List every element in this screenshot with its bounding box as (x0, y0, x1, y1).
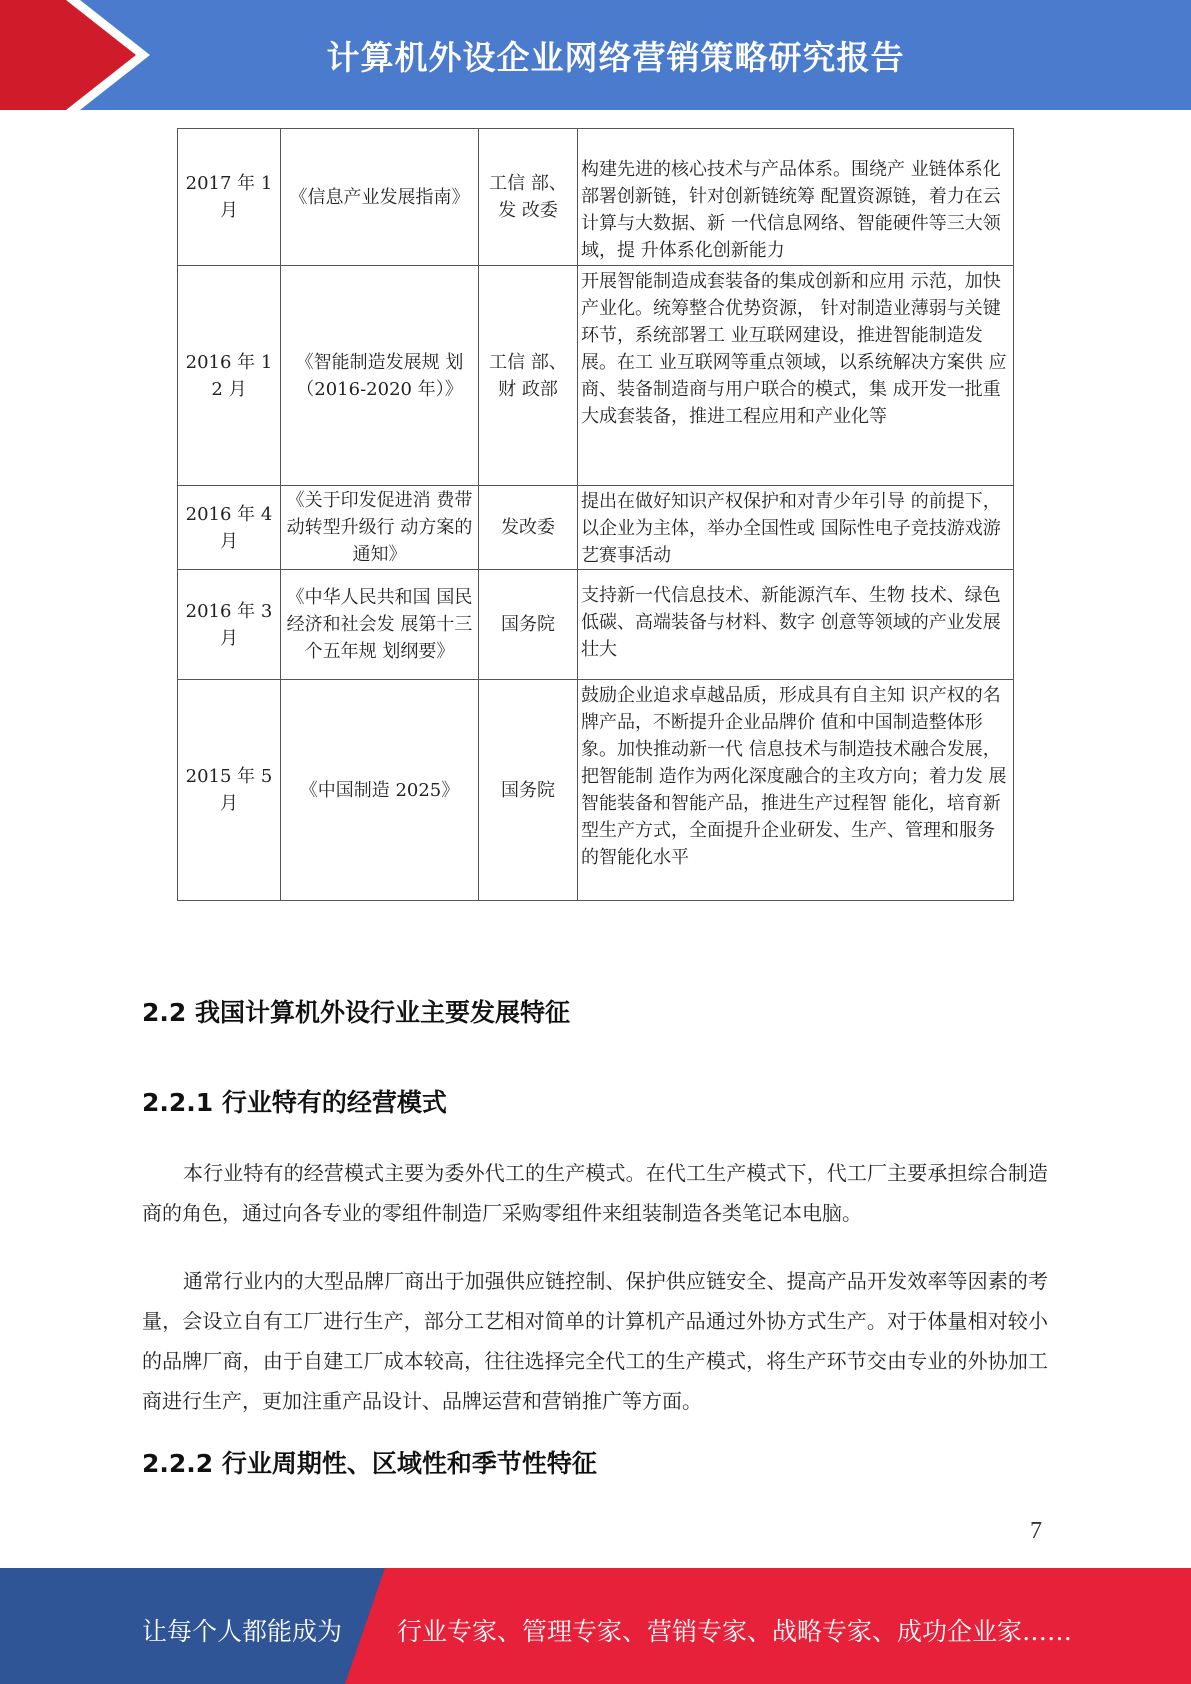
cell-date: 2016 年 4 月 (178, 486, 281, 570)
cell-policy-name: 《关于印发促进消 费带动转型升级行 动方案的通知》 (281, 486, 479, 570)
section-heading-2-2-1: 2.2.1 行业特有的经营模式 (142, 1088, 447, 1117)
cell-policy-name: 《智能制造发展规 划（2016-2020 年）》 (281, 266, 479, 486)
footer-slogan-right: 行业专家、管理专家、营销专家、战略专家、成功企业家…… (397, 1617, 1073, 1646)
paragraph-brand-manufacturers: 通常行业内的大型品牌厂商出于加强供应链控制、保护供应链安全、提高产品开发效率等因素的考量，会设立自有工厂进行生产，部分工艺相对简单的计算机产品通过外协方式生产。对于体量相对较小的品牌厂商，由于自建工厂成本较高，往往选择完全代工的生产模式，将生产环节交由专业的外协加工商进行生产，更加注重产品设计、品牌运营和营销推广等方面。 (142, 1269, 1048, 1413)
table-row (178, 486, 1014, 570)
cell-content: 构建先进的核心技术与产品体系。围绕产 业链体系化部署创新链，针对创新链统筹 配置资源链，着力在云计算与大数据、新 一代信息网络、智能硬件等三大领域，提 升体系化创新能力 (578, 129, 1014, 266)
cell-department: 工信 部、财 政部 (479, 266, 578, 486)
cell-policy-name: 《中华人民共和国 国民经济和社会发 展第十三个五年规 划纲要》 (281, 570, 479, 680)
paragraph-business-model: 本行业特有的经营模式主要为委外代工的生产模式。在代工生产模式下，代工厂主要承担综合制造商的角色，通过向各专业的零组件制造厂采购零组件来组装制造各类笔记本电脑。 (142, 1161, 1048, 1225)
table-row (178, 680, 1014, 901)
table-row (178, 570, 1014, 680)
cell-content: 提出在做好知识产权保护和对青少年引导 的前提下，以企业为主体，举办全国性或 国际性电子竞技游戏游艺赛事活动 (578, 486, 1014, 570)
cell-department: 发改委 (479, 486, 578, 570)
cell-content: 鼓励企业追求卓越品质，形成具有自主知 识产权的名牌产品，不断提升企业品牌价 值和中国制造整体形象。加快推动新一代 信息技术与制造技术融合发展，把智能制 造作为两化深度融合的主攻方向；着力发 展智能装备和智能产品，推进生产过程智 能化，培育新型生产方式，全面提升企业研发、生产、管理和服务的智能化水平 (578, 680, 1014, 901)
footer-slogan-left: 让每个人都能成为 (142, 1617, 343, 1646)
cell-policy-name: 《信息产业发展指南》 (281, 129, 479, 266)
policy-table (177, 128, 1014, 901)
cell-policy-name: 《中国制造 2025》 (281, 680, 479, 901)
page-header (0, 0, 1191, 110)
page-number: 7 (1030, 1518, 1042, 1544)
table-row (178, 266, 1014, 486)
cell-content: 开展智能制造成套装备的集成创新和应用 示范，加快产业化。统筹整合优势资源， 针对制造业薄弱与关键环节，系统部署工 业互联网建设，推进智能制造发展。在工 业互联网等重点领域，以系统解决方案供 应商、装备制造商与用户联合的模式，集 成开发一批重大成套装备，推进工程应用和产业化等 (578, 266, 1014, 486)
report-title: 计算机外设企业网络营销策略研究报告 (326, 37, 905, 77)
cell-department: 国务院 (479, 570, 578, 680)
cell-department: 国务院 (479, 680, 578, 901)
cell-date: 2017 年 1 月 (178, 129, 281, 266)
section-heading-2-2: 2.2 我国计算机外设行业主要发展特征 (142, 998, 570, 1027)
section-heading-2-2-2: 2.2.2 行业周期性、区域性和季节性特征 (142, 1449, 597, 1478)
cell-date: 2015 年 5 月 (178, 680, 281, 901)
table-row (178, 129, 1014, 266)
header-red-chevron (0, 0, 150, 110)
cell-content: 支持新一代信息技术、新能源汽车、生物 技术、绿色低碳、高端装备与材料、数字 创意等领域的产业发展壮大 (578, 570, 1014, 680)
cell-department: 工信 部、发 改委 (479, 129, 578, 266)
cell-date: 2016 年 3 月 (178, 570, 281, 680)
cell-date: 2016 年 12 月 (178, 266, 281, 486)
